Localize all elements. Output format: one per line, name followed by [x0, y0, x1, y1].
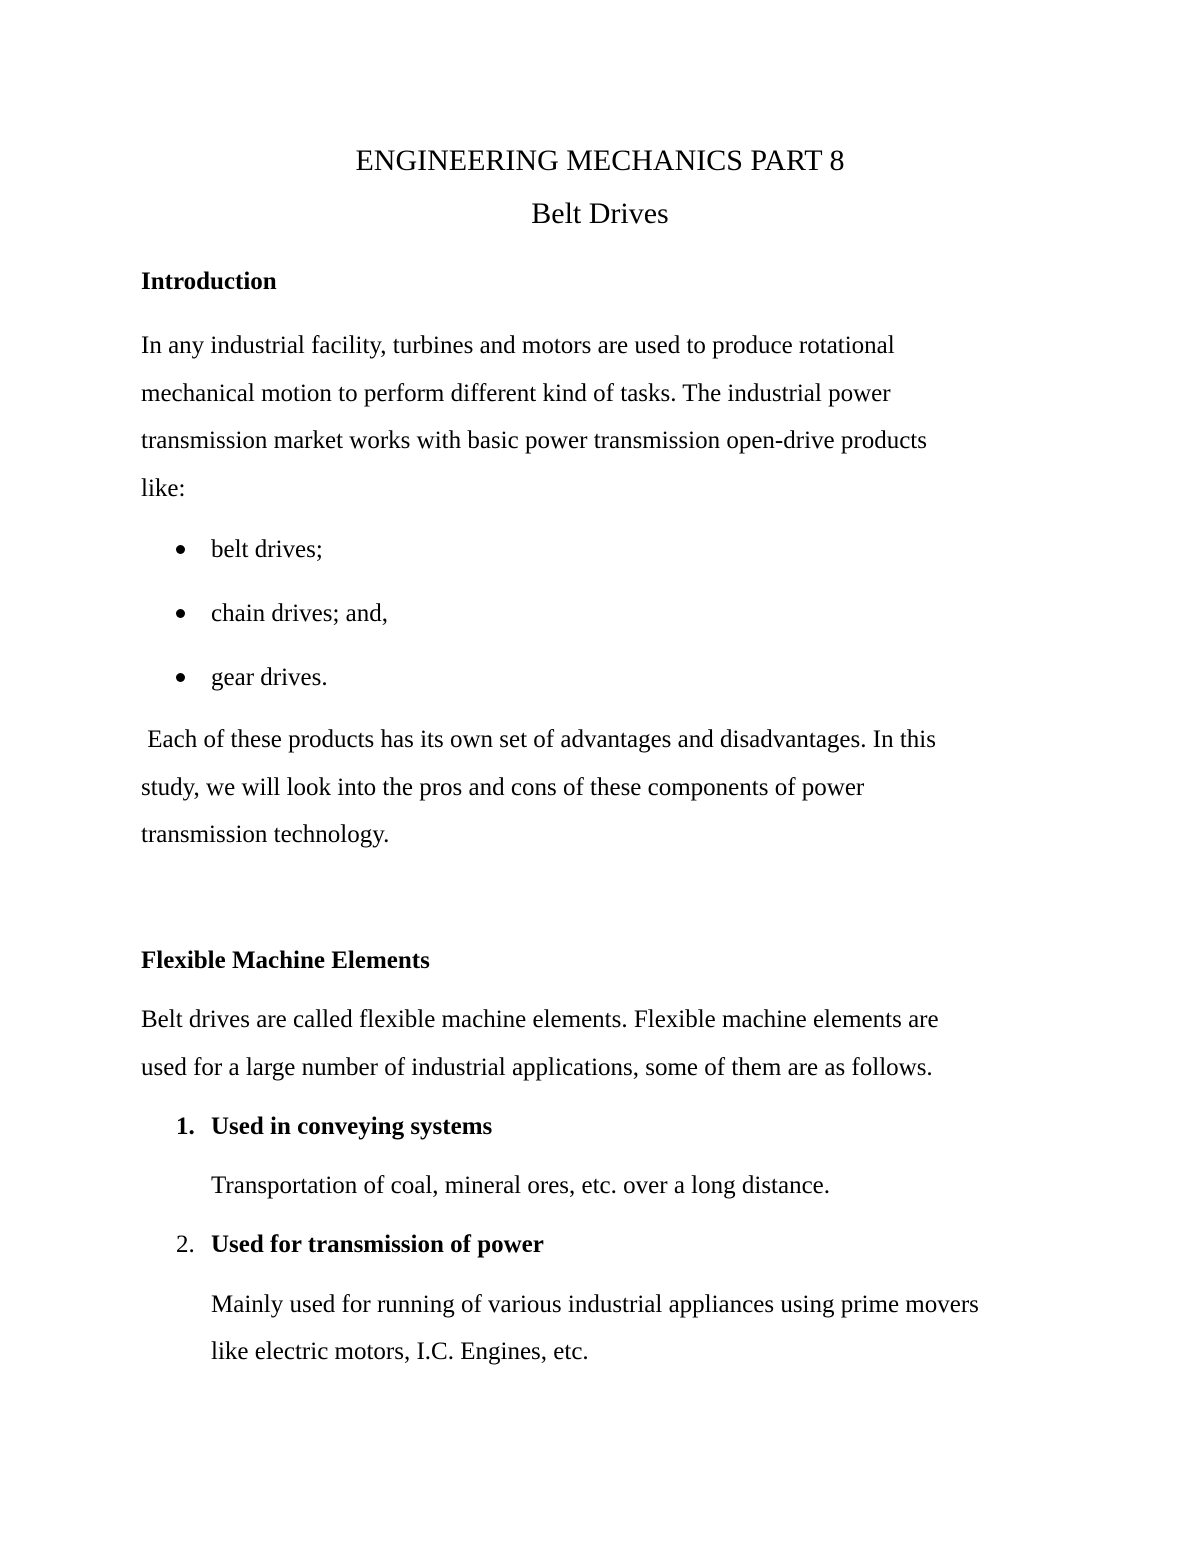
bullet-dot-icon — [176, 545, 185, 554]
intro-line: transmission market works with basic power transmission open-drive products — [141, 427, 927, 454]
flexible-line: Belt drives are called flexible machine elements. Flexible machine elements are — [141, 1006, 939, 1033]
bullet-item: belt drives; — [211, 536, 323, 563]
list-item-text: like electric motors, I.C. Engines, etc. — [211, 1338, 589, 1365]
closing-line: Each of these products has its own set of advantages and disadvantages. In this — [141, 726, 936, 753]
list-item-heading: Used in conveying systems — [211, 1113, 493, 1140]
intro-line: In any industrial facility, turbines and motors are used to produce rotational — [141, 332, 895, 359]
closing-line: transmission technology. — [141, 821, 390, 848]
bullet-dot-icon — [176, 673, 185, 682]
bullet-item: chain drives; and, — [211, 600, 389, 627]
flexible-line: used for a large number of industrial applications, some of them are as follows. — [141, 1054, 933, 1081]
intro-line: like: — [141, 475, 186, 502]
list-number: 1. — [176, 1113, 195, 1140]
list-item-heading: Used for transmission of power — [211, 1231, 544, 1258]
closing-line: study, we will look into the pros and cons of these components of power — [141, 774, 865, 801]
bullet-item: gear drives. — [211, 664, 328, 691]
list-item-text: Mainly used for running of various industrial appliances using prime movers — [211, 1291, 979, 1318]
bullet-dot-icon — [176, 609, 185, 618]
document-title: ENGINEERING MECHANICS PART 8 — [355, 144, 845, 177]
list-item-text: Transportation of coal, mineral ores, etc. over a long distance. — [211, 1172, 831, 1199]
list-number: 2. — [176, 1231, 195, 1258]
document-subtitle: Belt Drives — [531, 197, 669, 230]
intro-line: mechanical motion to perform different kind of tasks. The industrial power — [141, 380, 891, 407]
flexible-heading: Flexible Machine Elements — [141, 947, 430, 974]
intro-heading: Introduction — [141, 268, 277, 295]
